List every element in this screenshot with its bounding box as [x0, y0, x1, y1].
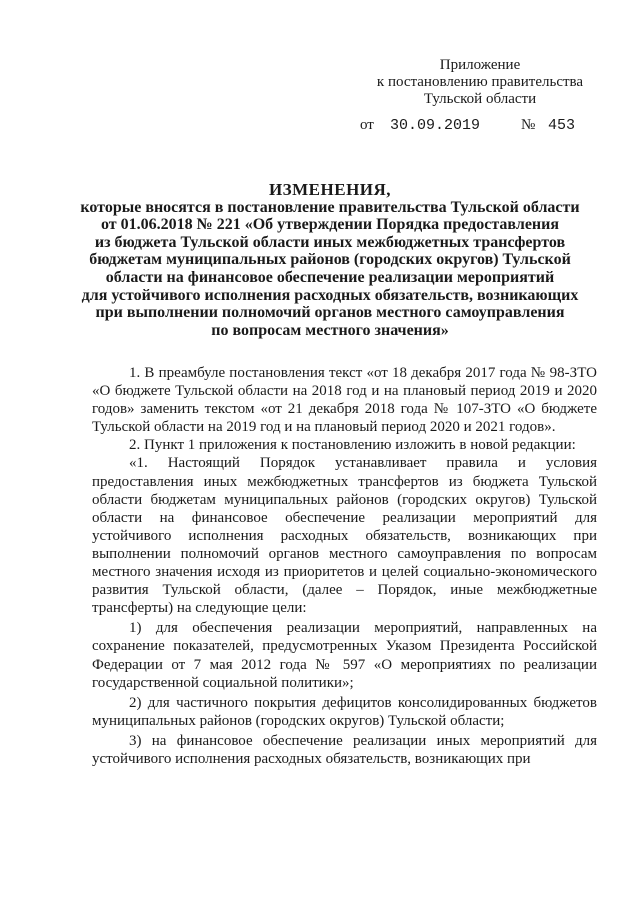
title-line: области на финансовое обеспечение реализации мероприятий: [105, 268, 555, 286]
decree-number-sign: №: [521, 117, 536, 133]
decree-date: 30.09.2019: [390, 117, 481, 134]
paragraph-5: 2) для частичного покрытия дефицитов консолидированных бюджетов муниципальных районов (городских округов) Тульской области;: [92, 694, 597, 729]
paragraph-1: 1. В преамбуле постановления текст «от 18 декабря 2017 года № 98-ЗТО «О бюджете Тульской области на 2018 год и на плановый период 2019 и 2020 годов» заменить текстом «от 21 декабря 2018 года № 107-ЗТО «О бюджете Тульской области на 2019 год и на плановый период 2020 и 2021 годов».: [92, 365, 597, 436]
title-heading: ИЗМЕНЕНИЯ,: [268, 180, 392, 199]
appendix-line-2: к постановлению правительства: [376, 74, 584, 90]
paragraph-2: 2. Пункт 1 приложения к постановлению изложить в новой редакции:: [129, 437, 576, 454]
title-line: для устойчивого исполнения расходных обязательств, возникающих: [81, 286, 579, 304]
document-title: [60, 181, 600, 339]
title-line: из бюджета Тульской области иных межбюджетных трансфертов: [94, 233, 566, 251]
decree-number: 453: [548, 117, 576, 134]
title-line: которые вносятся в постановление правительства Тульской области: [80, 198, 580, 216]
appendix-line-3: Тульской области: [423, 91, 537, 107]
title-line: по вопросам местного значения»: [211, 321, 449, 339]
title-line: бюджетам муниципальных районов (городских округов) Тульской: [89, 251, 571, 269]
title-line: от 01.06.2018 № 221 «Об утверждении Порядка предоставления: [100, 216, 560, 234]
appendix-line-1: Приложение: [439, 57, 521, 73]
paragraph-6: 3) на финансовое обеспечение реализации иных мероприятий для устойчивого исполнения расходных обязательств, возникающих при: [92, 732, 597, 767]
decree-from-label: от: [360, 117, 374, 133]
paragraph-3: «1. Настоящий Порядок устанавливает правила и условия предоставления иных межбюджетных трансфертов из бюджета Тульской области бюджетам муниципальных районов (городских округов) Тульской области на финансовое обеспечение реализации мероприятий для устойчивого исполнения расходных обязательств, возникающих при выполнении полномочий органов местного самоуправления по вопросам местного значения исходя из приоритетов и целей социально-экономического развития Тульской области, (далее – Порядок, иные межбюджетные трансферты) на следующие цели:: [92, 455, 597, 617]
appendix-header: [360, 57, 600, 108]
title-line: при выполнении полномочий органов местного самоуправления: [95, 304, 565, 322]
paragraph-4: 1) для обеспечения реализации мероприятий, направленных на сохранение показателей, предусмотренных Указом Президента Российской Федерации от 7 мая 2012 года № 597 «О мероприятиях по реализации государственной социальной политики»;: [92, 620, 597, 691]
document-body: [92, 364, 597, 768]
